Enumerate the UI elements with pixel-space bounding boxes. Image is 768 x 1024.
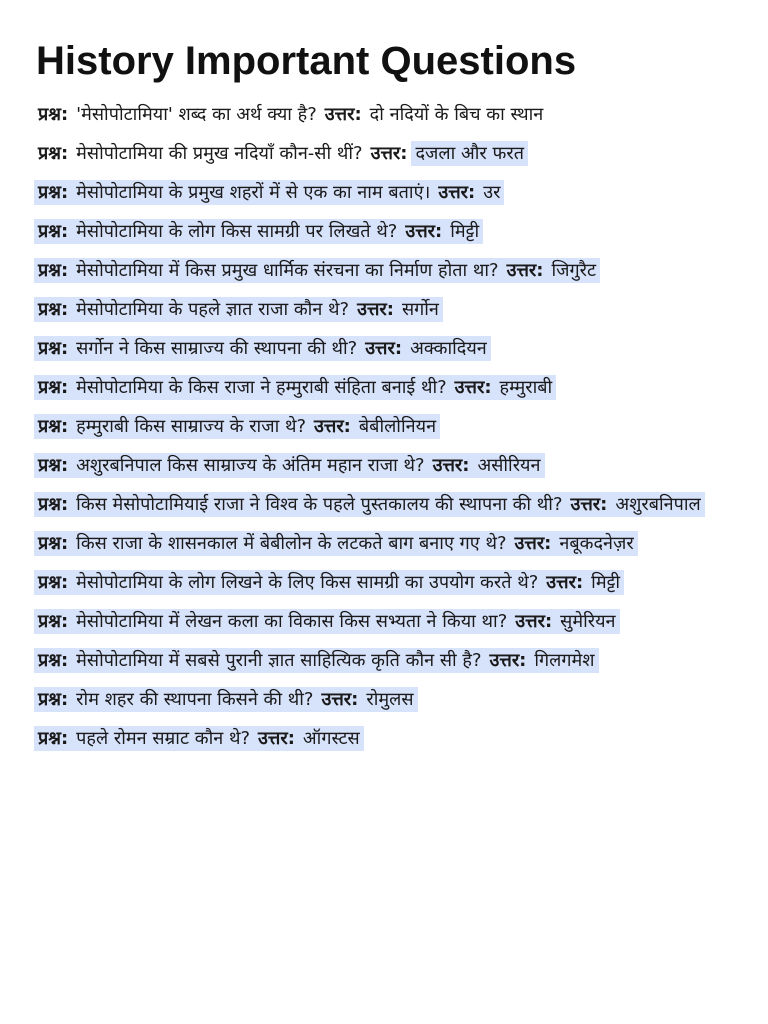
question-label[interactable]: प्रश्न: — [34, 414, 72, 439]
question-text[interactable]: मेसोपोटामिया की प्रमुख नदियाँ कौन-सी थीं? — [76, 143, 363, 164]
question-text[interactable]: किस मेसोपोटामियाई राजा ने विश्व के पहले पुस्तकालय की स्थापना की थी? — [72, 492, 566, 517]
question-text[interactable]: मेसोपोटामिया में लेखन कला का विकास किस सभ्यता ने किया था? — [72, 609, 511, 634]
answer-text[interactable]: गिलगमेश — [530, 648, 598, 673]
question-label[interactable]: प्रश्न: — [34, 375, 72, 400]
answer-text[interactable]: ऑगस्टस — [299, 726, 364, 751]
question-label[interactable]: प्रश्न: — [34, 219, 72, 244]
qa-item[interactable] — [34, 527, 738, 560]
qa-item[interactable] — [34, 683, 738, 716]
qa-item[interactable] — [34, 98, 738, 131]
qa-item[interactable] — [34, 410, 738, 443]
answer-text[interactable]: अशुरबनिपाल — [611, 492, 704, 517]
answer-text[interactable]: अक्कादियन — [406, 336, 491, 361]
question-label[interactable]: प्रश्न: — [34, 687, 72, 712]
question-label[interactable]: प्रश्न: — [38, 104, 69, 125]
answer-text[interactable]: दो नदियों के बिच का स्थान — [369, 104, 544, 125]
question-label[interactable]: प्रश्न: — [34, 453, 72, 478]
question-text[interactable]: रोम शहर की स्थापना किसने की थी? — [72, 687, 317, 712]
answer-label[interactable]: उत्तर: — [511, 609, 556, 634]
question-text[interactable]: सर्गोन ने किस साम्राज्य की स्थापना की थी? — [72, 336, 361, 361]
question-text[interactable]: मेसोपोटामिया में सबसे पुरानी ज्ञात साहित्यिक कृति कौन सी है? — [72, 648, 485, 673]
question-label[interactable]: प्रश्न: — [34, 531, 72, 556]
question-label[interactable]: प्रश्न: — [34, 609, 72, 634]
question-label[interactable]: प्रश्न: — [34, 180, 72, 205]
question-label[interactable]: प्रश्न: — [34, 726, 72, 751]
answer-text[interactable]: सर्गोन — [398, 297, 443, 322]
answer-label[interactable]: उत्तर: — [254, 726, 299, 751]
qa-item[interactable] — [34, 137, 738, 170]
question-label[interactable]: प्रश्न: — [34, 492, 72, 517]
question-text[interactable]: मेसोपोटामिया के किस राजा ने हम्मुराबी संहिता बनाई थी? — [72, 375, 451, 400]
answer-text[interactable]: रोमुलस — [362, 687, 417, 712]
page-title[interactable]: History Important Questions — [36, 39, 577, 83]
answer-label[interactable]: उत्तर: — [486, 648, 531, 673]
answer-text[interactable]: मिट्टी — [446, 219, 483, 244]
qa-item[interactable] — [34, 605, 738, 638]
answer-text[interactable]: दजला और फरत — [411, 141, 528, 166]
qa-item[interactable] — [34, 332, 738, 365]
question-label[interactable]: प्रश्न: — [34, 570, 72, 595]
qa-item[interactable] — [34, 488, 738, 521]
answer-label[interactable]: उत्तर: — [370, 143, 408, 164]
question-text[interactable]: मेसोपोटामिया के पहले ज्ञात राजा कौन थे? — [72, 297, 353, 322]
answer-text[interactable]: जिगुरैट — [547, 258, 600, 283]
answer-label[interactable]: उत्तर: — [434, 180, 479, 205]
question-text[interactable]: अशुरबनिपाल किस साम्राज्य के अंतिम महान राजा थे? — [72, 453, 428, 478]
question-text[interactable]: हम्मुराबी किस साम्राज्य के राजा थे? — [72, 414, 310, 439]
qa-item[interactable] — [34, 722, 738, 755]
answer-label[interactable]: उत्तर: — [451, 375, 496, 400]
question-text[interactable]: पहले रोमन सम्राट कौन थे? — [72, 726, 254, 751]
question-label[interactable]: प्रश्न: — [38, 143, 69, 164]
answer-label[interactable]: उत्तर: — [542, 570, 587, 595]
question-label[interactable]: प्रश्न: — [34, 336, 72, 361]
qa-item[interactable] — [34, 293, 738, 326]
answer-text[interactable]: बेबीलोनियन — [355, 414, 440, 439]
qa-item[interactable] — [34, 566, 738, 599]
qa-item[interactable] — [34, 371, 738, 404]
question-label[interactable]: प्रश्न: — [34, 258, 72, 283]
question-text[interactable]: किस राजा के शासनकाल में बेबीलोन के लटकते बाग बनाए गए थे? — [72, 531, 510, 556]
answer-text[interactable]: असीरियन — [473, 453, 544, 478]
question-text[interactable]: मेसोपोटामिया के लोग लिखने के लिए किस सामग्री का उपयोग करते थे? — [72, 570, 542, 595]
answer-label[interactable]: उत्तर: — [401, 219, 446, 244]
answer-label[interactable]: उत्तर: — [429, 453, 474, 478]
answer-text[interactable]: सुमेरियन — [556, 609, 619, 634]
answer-text[interactable]: हम्मुराबी — [496, 375, 557, 400]
answer-label[interactable]: उत्तर: — [324, 104, 362, 125]
answer-label[interactable]: उत्तर: — [361, 336, 406, 361]
answer-label[interactable]: उत्तर: — [567, 492, 612, 517]
answer-text[interactable]: नबूकदनेज़र — [555, 531, 637, 556]
answer-label[interactable]: उत्तर: — [310, 414, 355, 439]
answer-label[interactable]: उत्तर: — [511, 531, 556, 556]
qa-list — [34, 98, 738, 755]
question-label[interactable]: प्रश्न: — [34, 648, 72, 673]
answer-text[interactable]: मिट्टी — [587, 570, 624, 595]
answer-text[interactable]: उर — [479, 180, 504, 205]
answer-label[interactable]: उत्तर: — [317, 687, 362, 712]
qa-item[interactable] — [34, 215, 738, 248]
qa-item[interactable] — [34, 254, 738, 287]
qa-item[interactable] — [34, 449, 738, 482]
qa-item[interactable] — [34, 644, 738, 677]
question-text[interactable]: मेसोपोटामिया के लोग किस सामग्री पर लिखते थे? — [72, 219, 401, 244]
question-text[interactable]: 'मेसोपोटामिया' शब्द का अर्थ क्या है? — [76, 104, 317, 125]
question-text[interactable]: मेसोपोटामिया में किस प्रमुख धार्मिक संरचना का निर्माण होता था? — [72, 258, 502, 283]
answer-label[interactable]: उत्तर: — [503, 258, 548, 283]
qa-item[interactable] — [34, 176, 738, 209]
question-label[interactable]: प्रश्न: — [34, 297, 72, 322]
question-text[interactable]: मेसोपोटामिया के प्रमुख शहरों में से एक का नाम बताएं। — [72, 180, 434, 205]
answer-label[interactable]: उत्तर: — [353, 297, 398, 322]
